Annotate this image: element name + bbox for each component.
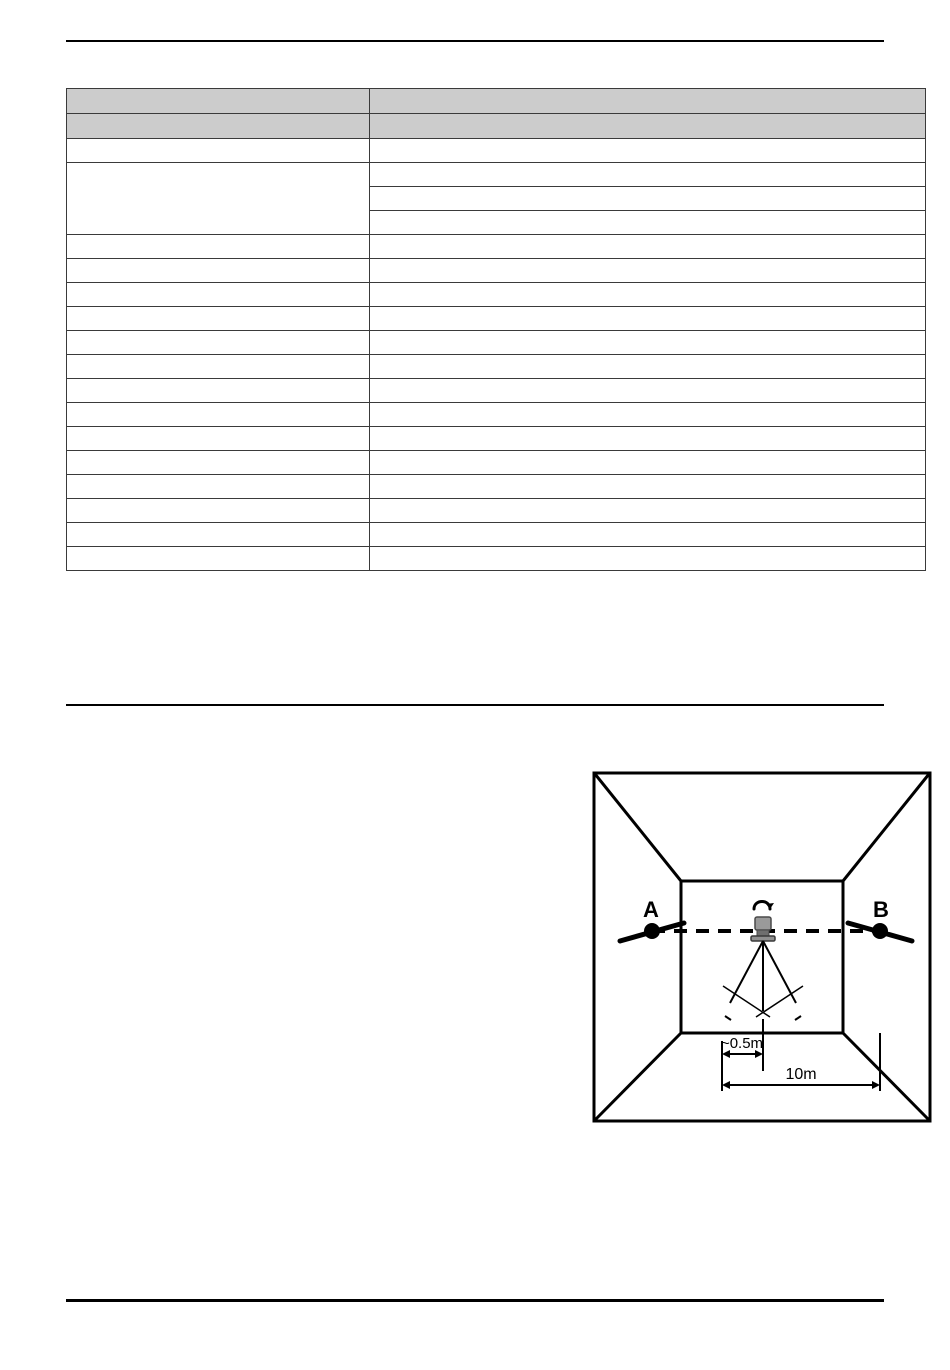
row-label [67, 427, 370, 451]
row-label [67, 523, 370, 547]
row-label [67, 451, 370, 475]
table-row [67, 307, 926, 331]
specification-table [66, 88, 926, 571]
table-row [67, 523, 926, 547]
row-value [370, 307, 926, 331]
table-row [67, 331, 926, 355]
laser-level-device [751, 917, 775, 941]
row-value [370, 403, 926, 427]
row-value [370, 355, 926, 379]
table-row [67, 235, 926, 259]
row-label [67, 547, 370, 571]
row-value [370, 451, 926, 475]
row-label-grouped [67, 163, 370, 235]
row-value [370, 331, 926, 355]
table-row [67, 499, 926, 523]
table-row [67, 451, 926, 475]
row-value [370, 427, 926, 451]
row-value [370, 211, 926, 235]
row-value [370, 139, 926, 163]
point-a-label: A [643, 897, 659, 922]
row-label [67, 379, 370, 403]
calibration-figure [592, 771, 932, 1123]
table-header-value [370, 114, 926, 139]
dimension-near [721, 1035, 763, 1058]
table-row [67, 475, 926, 499]
dimension-far-label: 10m [785, 1066, 817, 1083]
row-value [370, 523, 926, 547]
row-value [370, 379, 926, 403]
row-value [370, 475, 926, 499]
row-value [370, 187, 926, 211]
dimension-near-label: ~0.5m [720, 1035, 764, 1052]
table-header-row [67, 89, 926, 114]
row-value [370, 283, 926, 307]
table-row [67, 139, 926, 163]
row-label [67, 331, 370, 355]
table-row-grouped [67, 163, 926, 187]
row-label [67, 139, 370, 163]
row-label [67, 403, 370, 427]
row-label [67, 355, 370, 379]
row-label [67, 283, 370, 307]
table-header-row [67, 114, 926, 139]
row-label [67, 307, 370, 331]
row-value [370, 259, 926, 283]
table-row [67, 547, 926, 571]
row-label [67, 475, 370, 499]
point-b-label: B [873, 897, 889, 922]
top-rule [66, 40, 884, 42]
table-row [67, 283, 926, 307]
row-value [370, 235, 926, 259]
row-label [67, 259, 370, 283]
table-row [67, 259, 926, 283]
row-value [370, 163, 926, 187]
table-header-label [67, 89, 370, 114]
table-header-label [67, 114, 370, 139]
row-value [370, 499, 926, 523]
row-label [67, 499, 370, 523]
table-header-value [370, 89, 926, 114]
table-row [67, 403, 926, 427]
bottom-rule [66, 1299, 884, 1302]
row-value [370, 547, 926, 571]
table-row [67, 355, 926, 379]
row-label [67, 235, 370, 259]
table-row [67, 379, 926, 403]
middle-rule [66, 704, 884, 706]
table-row [67, 427, 926, 451]
